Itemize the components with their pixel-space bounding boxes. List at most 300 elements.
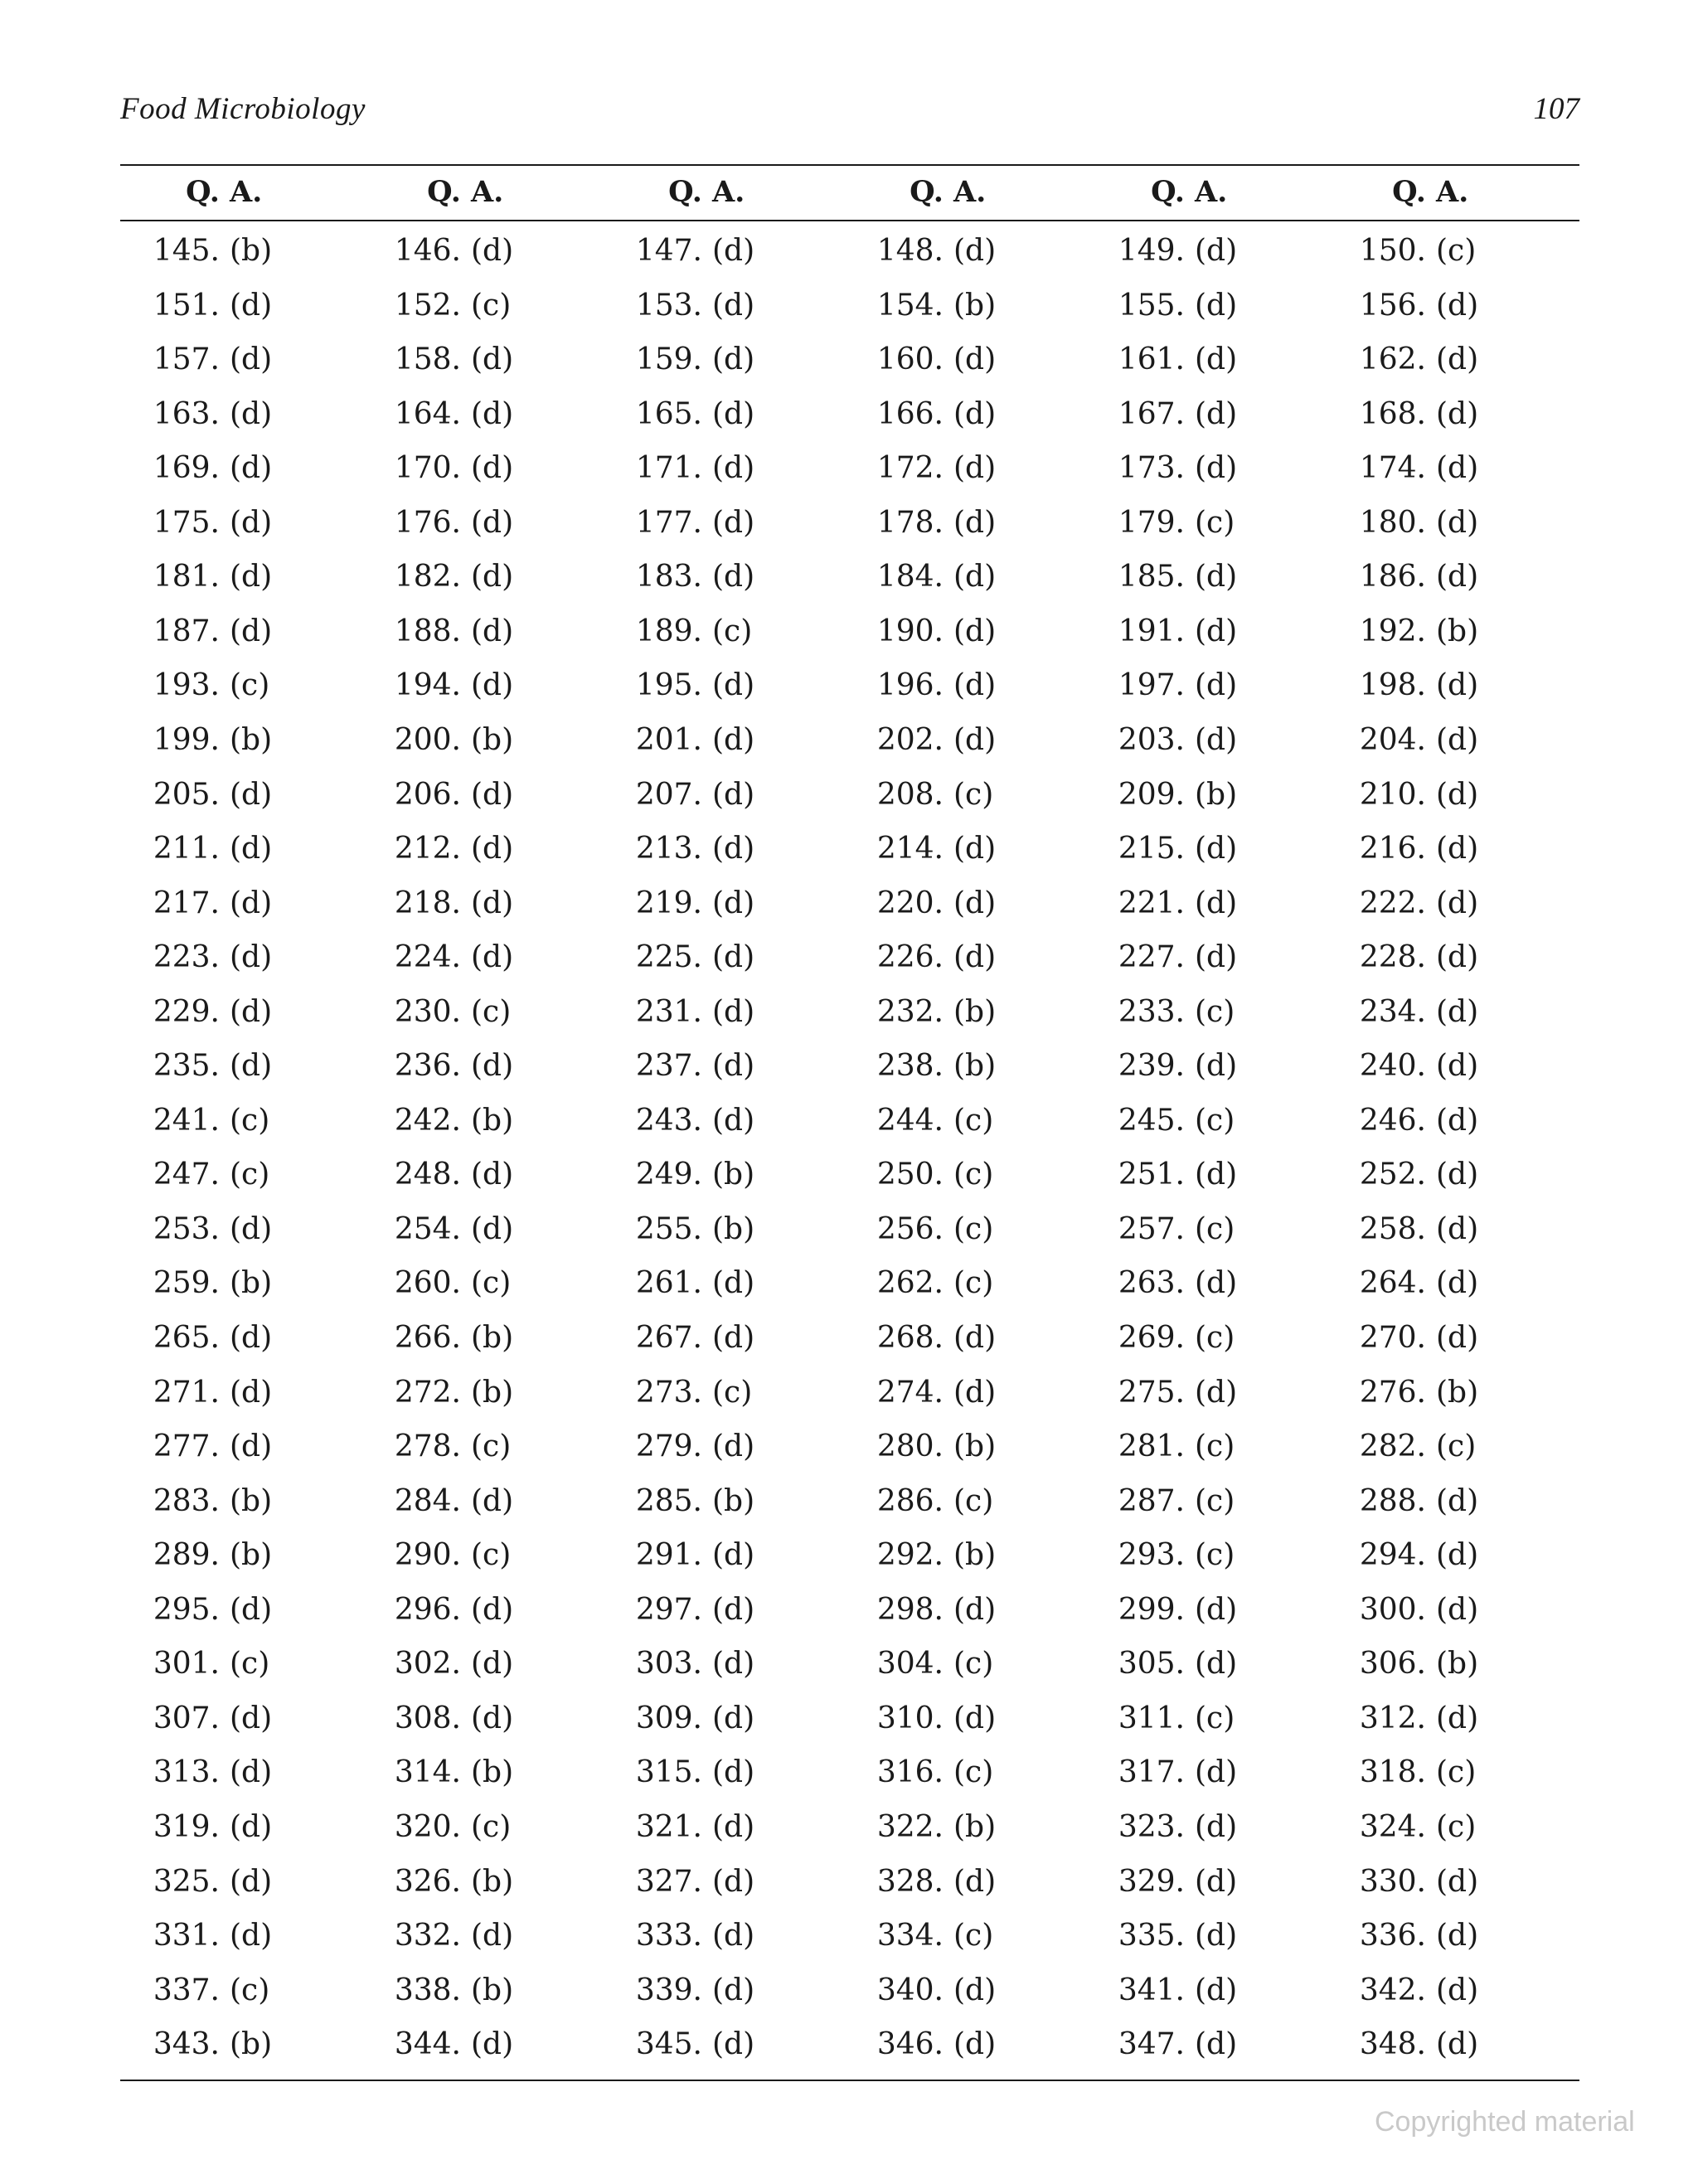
question-number: 151. xyxy=(153,288,220,323)
table-row xyxy=(120,1804,1579,1854)
question-number: 214. xyxy=(876,832,944,866)
answer-option: (d) xyxy=(712,1429,755,1464)
answer-option: (d) xyxy=(1195,396,1238,431)
question-number: 335. xyxy=(1118,1919,1185,1953)
answer-option: (d) xyxy=(712,1919,755,1953)
answer-option: (d) xyxy=(1436,1158,1479,1192)
answer-option: (d) xyxy=(1436,1864,1479,1899)
table-row xyxy=(120,391,1579,441)
question-number: 279. xyxy=(635,1429,702,1464)
question-number: 166. xyxy=(876,396,944,431)
question-number: 159. xyxy=(635,342,702,377)
answer-option: (b) xyxy=(953,1429,997,1464)
question-number: 223. xyxy=(153,940,220,975)
answer-option: (d) xyxy=(712,560,755,595)
table-row xyxy=(120,1696,1579,1745)
answer-option: (d) xyxy=(1436,1973,1479,2007)
question-number: 284. xyxy=(394,1483,461,1518)
answer-option: (d) xyxy=(471,614,514,648)
question-number: 163. xyxy=(153,396,220,431)
answer-option: (d) xyxy=(712,1049,755,1084)
table-row xyxy=(120,337,1579,386)
answer-option: (b) xyxy=(1436,1647,1479,1682)
question-number: 326. xyxy=(394,1864,461,1899)
book-title: Food Microbiology xyxy=(120,92,366,126)
header-a: A. xyxy=(1195,175,1228,209)
answer-option: (d) xyxy=(712,1701,755,1735)
question-number: 291. xyxy=(635,1538,702,1573)
answer-option: (b) xyxy=(471,1864,514,1899)
question-number: 154. xyxy=(876,288,944,323)
question-number: 209. xyxy=(1118,777,1185,812)
question-number: 149. xyxy=(1118,234,1185,268)
question-number: 184. xyxy=(876,560,944,595)
answer-option: (c) xyxy=(1195,505,1235,540)
table-row xyxy=(120,1913,1579,1963)
question-number: 155. xyxy=(1118,288,1185,323)
question-number: 180. xyxy=(1359,505,1426,540)
answer-option: (d) xyxy=(230,614,273,648)
answer-option: (d) xyxy=(230,1864,273,1899)
answer-option: (c) xyxy=(953,1755,994,1790)
answer-option: (c) xyxy=(471,288,512,323)
answer-option: (b) xyxy=(471,1755,514,1790)
answer-option: (d) xyxy=(1436,994,1479,1029)
question-number: 236. xyxy=(394,1049,461,1084)
answer-option: (d) xyxy=(230,940,273,975)
answer-option: (d) xyxy=(230,288,273,323)
table-row xyxy=(120,609,1579,658)
question-number: 246. xyxy=(1359,1103,1426,1138)
answer-option: (d) xyxy=(1436,451,1479,486)
answer-option: (d) xyxy=(953,1592,997,1627)
answer-option: (d) xyxy=(712,1592,755,1627)
answer-option: (d) xyxy=(953,668,997,703)
question-number: 313. xyxy=(153,1755,220,1790)
answer-option: (d) xyxy=(471,1049,514,1084)
question-number: 188. xyxy=(394,614,461,648)
answer-option: (d) xyxy=(712,1538,755,1573)
question-number: 288. xyxy=(1359,1483,1426,1518)
answer-option: (d) xyxy=(953,2027,997,2062)
question-number: 261. xyxy=(635,1266,702,1301)
question-number: 217. xyxy=(153,886,220,920)
question-number: 245. xyxy=(1118,1103,1185,1138)
answer-option: (d) xyxy=(1195,342,1238,377)
answer-option: (d) xyxy=(953,832,997,866)
answer-option: (d) xyxy=(712,1809,755,1844)
question-number: 175. xyxy=(153,505,220,540)
answer-option: (c) xyxy=(953,1103,994,1138)
answer-option: (d) xyxy=(230,1211,273,1246)
answer-option: (d) xyxy=(471,777,514,812)
answer-option: (d) xyxy=(1195,451,1238,486)
question-number: 273. xyxy=(635,1375,702,1410)
answer-option: (d) xyxy=(712,722,755,757)
answer-option: (d) xyxy=(953,614,997,648)
table-row xyxy=(120,1587,1579,1637)
answer-option: (c) xyxy=(953,1919,994,1953)
answer-option: (c) xyxy=(1195,1483,1235,1518)
answer-option: (d) xyxy=(1195,940,1238,975)
answer-option: (d) xyxy=(1436,1266,1479,1301)
answer-option: (d) xyxy=(471,1158,514,1192)
question-number: 156. xyxy=(1359,288,1426,323)
answer-option: (d) xyxy=(712,1266,755,1301)
answer-option: (d) xyxy=(230,1375,273,1410)
question-number: 248. xyxy=(394,1158,461,1192)
question-number: 153. xyxy=(635,288,702,323)
answer-option: (b) xyxy=(953,1538,997,1573)
question-number: 339. xyxy=(635,1973,702,2007)
table-row xyxy=(120,1968,1579,2017)
answer-option: (d) xyxy=(230,1592,273,1627)
question-number: 340. xyxy=(876,1973,944,2007)
question-number: 191. xyxy=(1118,614,1185,648)
table-row xyxy=(120,1260,1579,1310)
answer-option: (d) xyxy=(230,1701,273,1735)
answer-option: (d) xyxy=(1436,1919,1479,1953)
answer-option: (d) xyxy=(1195,614,1238,648)
answer-option: (c) xyxy=(230,668,270,703)
answer-option: (d) xyxy=(1436,1592,1479,1627)
answer-option: (d) xyxy=(471,886,514,920)
question-number: 147. xyxy=(635,234,702,268)
table-bottom-rule xyxy=(120,2080,1579,2081)
answer-option: (d) xyxy=(712,777,755,812)
question-number: 178. xyxy=(876,505,944,540)
question-number: 192. xyxy=(1359,614,1426,648)
answer-option: (d) xyxy=(1195,1592,1238,1627)
answer-option: (d) xyxy=(230,777,273,812)
table-top-rule xyxy=(120,164,1579,166)
question-number: 224. xyxy=(394,940,461,975)
table-row xyxy=(120,228,1579,278)
question-number: 219. xyxy=(635,886,702,920)
page-number: 107 xyxy=(1533,92,1579,126)
answer-option: (c) xyxy=(1195,1429,1235,1464)
question-number: 170. xyxy=(394,451,461,486)
question-number: 286. xyxy=(876,1483,944,1518)
question-number: 232. xyxy=(876,994,944,1029)
answer-option: (c) xyxy=(471,1266,512,1301)
table-row xyxy=(120,1152,1579,1201)
question-number: 282. xyxy=(1359,1429,1426,1464)
answer-option: (b) xyxy=(953,994,997,1029)
question-number: 343. xyxy=(153,2027,220,2062)
question-number: 255. xyxy=(635,1211,702,1246)
answer-option: (d) xyxy=(712,2027,755,2062)
question-number: 316. xyxy=(876,1755,944,1790)
answer-option: (d) xyxy=(471,668,514,703)
answer-option: (b) xyxy=(471,722,514,757)
question-number: 197. xyxy=(1118,668,1185,703)
question-number: 309. xyxy=(635,1701,702,1735)
question-number: 204. xyxy=(1359,722,1426,757)
question-number: 268. xyxy=(876,1321,944,1355)
question-number: 307. xyxy=(153,1701,220,1735)
question-number: 252. xyxy=(1359,1158,1426,1192)
answer-option: (c) xyxy=(953,777,994,812)
answer-option: (d) xyxy=(712,886,755,920)
answer-option: (d) xyxy=(1195,1158,1238,1192)
running-head xyxy=(120,91,1579,133)
answer-option: (d) xyxy=(953,886,997,920)
question-number: 215. xyxy=(1118,832,1185,866)
question-number: 310. xyxy=(876,1701,944,1735)
question-number: 249. xyxy=(635,1158,702,1192)
question-number: 308. xyxy=(394,1701,461,1735)
answer-option: (c) xyxy=(953,1266,994,1301)
table-row xyxy=(120,445,1579,495)
question-number: 233. xyxy=(1118,994,1185,1029)
question-number: 294. xyxy=(1359,1538,1426,1573)
answer-option: (d) xyxy=(953,722,997,757)
answer-option: (d) xyxy=(1436,2027,1479,2062)
answer-option: (d) xyxy=(953,451,997,486)
question-number: 276. xyxy=(1359,1375,1426,1410)
question-number: 196. xyxy=(876,668,944,703)
question-number: 299. xyxy=(1118,1592,1185,1627)
answer-option: (d) xyxy=(1195,1647,1238,1682)
question-number: 211. xyxy=(153,832,220,866)
answer-option: (c) xyxy=(230,1158,270,1192)
answer-option: (d) xyxy=(1436,940,1479,975)
question-number: 216. xyxy=(1359,832,1426,866)
answer-option: (d) xyxy=(712,1755,755,1790)
answer-option: (d) xyxy=(712,832,755,866)
answer-option: (b) xyxy=(230,2027,273,2062)
answer-option: (d) xyxy=(1195,1864,1238,1899)
answer-option: (d) xyxy=(1195,1973,1238,2007)
answer-option: (c) xyxy=(1436,234,1477,268)
question-number: 237. xyxy=(635,1049,702,1084)
question-number: 244. xyxy=(876,1103,944,1138)
question-number: 198. xyxy=(1359,668,1426,703)
question-number: 164. xyxy=(394,396,461,431)
answer-option: (d) xyxy=(712,1973,755,2007)
question-number: 323. xyxy=(1118,1809,1185,1844)
question-number: 331. xyxy=(153,1919,220,1953)
question-number: 334. xyxy=(876,1919,944,1953)
answer-option: (d) xyxy=(1195,668,1238,703)
answer-option: (d) xyxy=(1436,1483,1479,1518)
answer-option: (d) xyxy=(230,342,273,377)
question-number: 259. xyxy=(153,1266,220,1301)
answer-option: (d) xyxy=(1436,1538,1479,1573)
answer-option: (b) xyxy=(953,1809,997,1844)
question-number: 229. xyxy=(153,994,220,1029)
answer-option: (d) xyxy=(471,940,514,975)
answer-option: (b) xyxy=(712,1483,755,1518)
answer-option: (d) xyxy=(712,396,755,431)
question-number: 264. xyxy=(1359,1266,1426,1301)
question-number: 311. xyxy=(1118,1701,1185,1735)
answer-option: (b) xyxy=(1436,1375,1479,1410)
question-number: 297. xyxy=(635,1592,702,1627)
question-number: 176. xyxy=(394,505,461,540)
question-number: 274. xyxy=(876,1375,944,1410)
question-number: 293. xyxy=(1118,1538,1185,1573)
header-q: Q. xyxy=(1392,175,1426,209)
answer-key-table xyxy=(120,228,1579,2069)
answer-option: (b) xyxy=(471,1321,514,1355)
question-number: 202. xyxy=(876,722,944,757)
question-number: 304. xyxy=(876,1647,944,1682)
table-row xyxy=(120,717,1579,767)
answer-option: (d) xyxy=(953,1701,997,1735)
answer-option: (d) xyxy=(1195,1375,1238,1410)
answer-option: (d) xyxy=(230,396,273,431)
question-number: 289. xyxy=(153,1538,220,1573)
answer-option: (b) xyxy=(230,722,273,757)
answer-option: (d) xyxy=(1195,1266,1238,1301)
question-number: 300. xyxy=(1359,1592,1426,1627)
answer-option: (d) xyxy=(230,1919,273,1953)
question-number: 332. xyxy=(394,1919,461,1953)
header-q: Q. xyxy=(1151,175,1185,209)
answer-option: (d) xyxy=(953,396,997,431)
answer-option: (c) xyxy=(712,614,753,648)
answer-option: (b) xyxy=(471,1103,514,1138)
answer-option: (d) xyxy=(1436,505,1479,540)
question-number: 329. xyxy=(1118,1864,1185,1899)
answer-option: (d) xyxy=(953,560,997,595)
question-number: 256. xyxy=(876,1211,944,1246)
question-number: 317. xyxy=(1118,1755,1185,1790)
answer-option: (d) xyxy=(471,342,514,377)
question-number: 348. xyxy=(1359,2027,1426,2062)
answer-option: (d) xyxy=(1195,832,1238,866)
answer-option: (d) xyxy=(230,1049,273,1084)
question-number: 218. xyxy=(394,886,461,920)
answer-option: (d) xyxy=(1436,777,1479,812)
table-row xyxy=(120,1641,1579,1691)
answer-option: (d) xyxy=(953,234,997,268)
header-q: Q. xyxy=(668,175,702,209)
question-number: 194. xyxy=(394,668,461,703)
answer-option: (b) xyxy=(1436,614,1479,648)
answer-option: (d) xyxy=(230,560,273,595)
answer-option: (c) xyxy=(1195,994,1235,1029)
question-number: 193. xyxy=(153,668,220,703)
question-number: 271. xyxy=(153,1375,220,1410)
answer-option: (d) xyxy=(953,505,997,540)
question-number: 213. xyxy=(635,832,702,866)
answer-option: (c) xyxy=(953,1211,994,1246)
question-number: 322. xyxy=(876,1809,944,1844)
question-number: 200. xyxy=(394,722,461,757)
table-row xyxy=(120,772,1579,822)
question-number: 314. xyxy=(394,1755,461,1790)
answer-option: (c) xyxy=(230,1103,270,1138)
answer-option: (d) xyxy=(712,994,755,1029)
table-header-row xyxy=(120,170,1579,216)
answer-option: (b) xyxy=(471,1375,514,1410)
question-number: 295. xyxy=(153,1592,220,1627)
question-number: 258. xyxy=(1359,1211,1426,1246)
header-q: Q. xyxy=(427,175,461,209)
answer-option: (d) xyxy=(953,1321,997,1355)
answer-option: (d) xyxy=(1436,1321,1479,1355)
question-number: 250. xyxy=(876,1158,944,1192)
question-number: 157. xyxy=(153,342,220,377)
table-row xyxy=(120,1478,1579,1528)
question-number: 179. xyxy=(1118,505,1185,540)
table-row xyxy=(120,826,1579,876)
table-row xyxy=(120,934,1579,984)
answer-option: (d) xyxy=(230,1809,273,1844)
question-number: 301. xyxy=(153,1647,220,1682)
header-q: Q. xyxy=(186,175,220,209)
question-number: 298. xyxy=(876,1592,944,1627)
question-number: 226. xyxy=(876,940,944,975)
question-number: 228. xyxy=(1359,940,1426,975)
question-number: 199. xyxy=(153,722,220,757)
question-number: 262. xyxy=(876,1266,944,1301)
question-number: 243. xyxy=(635,1103,702,1138)
question-number: 347. xyxy=(1118,2027,1185,2062)
answer-option: (d) xyxy=(712,940,755,975)
question-number: 174. xyxy=(1359,451,1426,486)
answer-option: (b) xyxy=(953,1049,997,1084)
question-number: 190. xyxy=(876,614,944,648)
table-row xyxy=(120,1424,1579,1473)
question-number: 186. xyxy=(1359,560,1426,595)
answer-option: (d) xyxy=(471,832,514,866)
answer-option: (d) xyxy=(1436,560,1479,595)
answer-option: (c) xyxy=(1436,1755,1477,1790)
question-number: 167. xyxy=(1118,396,1185,431)
answer-option: (d) xyxy=(1436,832,1479,866)
answer-option: (d) xyxy=(1195,2027,1238,2062)
answer-option: (c) xyxy=(1195,1103,1235,1138)
answer-option: (d) xyxy=(1436,342,1479,377)
answer-option: (c) xyxy=(471,1429,512,1464)
question-number: 158. xyxy=(394,342,461,377)
question-number: 201. xyxy=(635,722,702,757)
question-number: 306. xyxy=(1359,1647,1426,1682)
answer-option: (b) xyxy=(712,1158,755,1192)
answer-option: (d) xyxy=(712,1647,755,1682)
question-number: 275. xyxy=(1118,1375,1185,1410)
answer-option: (c) xyxy=(1195,1211,1235,1246)
copyright-watermark: Copyrighted material xyxy=(1375,2106,1635,2138)
question-number: 278. xyxy=(394,1429,461,1464)
question-number: 302. xyxy=(394,1647,461,1682)
question-number: 235. xyxy=(153,1049,220,1084)
question-number: 177. xyxy=(635,505,702,540)
question-number: 270. xyxy=(1359,1321,1426,1355)
answer-option: (d) xyxy=(471,451,514,486)
answer-option: (d) xyxy=(1195,886,1238,920)
question-number: 287. xyxy=(1118,1483,1185,1518)
question-number: 241. xyxy=(153,1103,220,1138)
answer-option: (d) xyxy=(471,396,514,431)
answer-option: (d) xyxy=(230,832,273,866)
question-number: 195. xyxy=(635,668,702,703)
answer-option: (d) xyxy=(230,994,273,1029)
answer-option: (d) xyxy=(953,940,997,975)
table-row xyxy=(120,2021,1579,2071)
answer-option: (d) xyxy=(712,1321,755,1355)
question-number: 169. xyxy=(153,451,220,486)
question-number: 212. xyxy=(394,832,461,866)
answer-option: (d) xyxy=(471,234,514,268)
question-number: 238. xyxy=(876,1049,944,1084)
question-number: 183. xyxy=(635,560,702,595)
question-number: 208. xyxy=(876,777,944,812)
